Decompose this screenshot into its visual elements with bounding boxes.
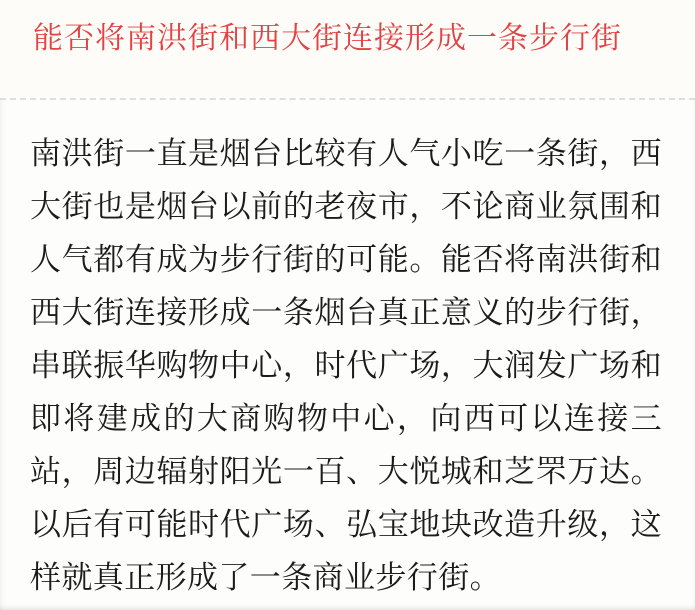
text-line: 即将建成的大商购物中心，向西可以连接三 xyxy=(30,401,662,436)
text-line: 南洪街一直是烟台比较有人气小吃一条街，西 xyxy=(30,136,662,171)
text-line: 样就真正形成了一条商业步行街。 xyxy=(30,560,501,595)
text-line: 大街也是烟台以前的老夜市，不论商业氛围和 xyxy=(30,189,662,224)
text-line: 串联振华购物中心，时代广场，大润发广场和 xyxy=(30,348,662,383)
divider xyxy=(0,98,695,100)
body-paragraph xyxy=(30,127,662,604)
text-line: 西大街连接形成一条烟台真正意义的步行街， xyxy=(30,295,662,330)
article-title: 能否将南洪街和西大街连接形成一条步行街 xyxy=(33,22,622,55)
text-line: 站，周边辐射阳光一百、大悦城和芝罘万达。 xyxy=(30,454,662,489)
text-line: 人气都有成为步行街的可能。能否将南洪街和 xyxy=(30,242,662,277)
text-line: 以后有可能时代广场、弘宝地块改造升级，这 xyxy=(30,507,662,542)
article-header xyxy=(0,0,695,98)
